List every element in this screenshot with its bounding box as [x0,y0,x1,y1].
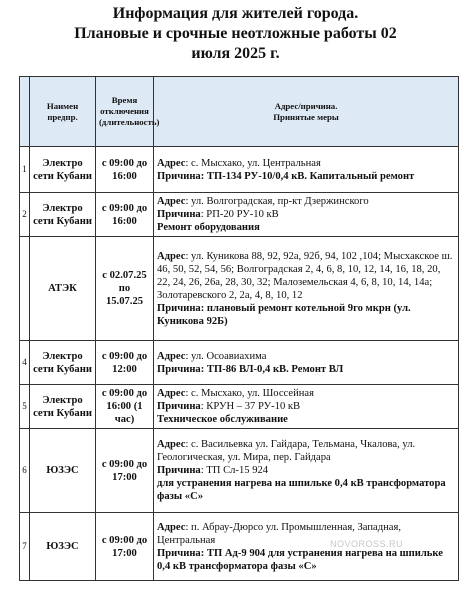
row-info [154,341,459,385]
header-info-line-1: Адрес/причина. [274,100,338,111]
row-organization: Электро сети Кубани [30,385,96,429]
header-num [20,77,30,147]
measures-text: Техническое обслуживание [157,414,288,425]
row-number: 4 [20,341,30,385]
reason-label: Причина [157,401,201,412]
table-row [20,341,459,385]
reason-label: Причина [157,465,201,476]
table-row [20,147,459,193]
reason-text: : КРУН – 37 РУ-10 кВ [200,401,301,412]
row-time: с 09:00 до 16:00 [96,147,154,193]
header-time: Время отключения (длительность) [96,77,154,147]
reason-text: : плановый ремонт котельной 9го мкрн (ул. Куникова 92Б) [157,302,411,327]
address-label: Адрес [157,439,186,450]
address-text: : с. Мысхако, ул. Шоссейная [185,388,314,399]
row-time: с 09:00 до 16:00 [96,193,154,237]
table-row [20,385,459,429]
row-number [20,237,30,341]
header-org: Наимен предпр. [30,77,96,147]
address-label: Адрес [157,250,186,262]
address-text: : ул. Куникова 88, 92, 92а, 92б, 94, 102 ,104; Мысхакское ш. 46, 50, 52, 54, 56; Волгоградская 2, 4, 6, 8, 10, 12, 14, 16, 18, 20, 22, 24, 26, 26а, 28, 30, 32; Малоземельская 4, 6, 8, 10, 14, 14а; Золотаревского 2, 2а, 4, 8, 10, 12 [157,250,453,301]
row-organization: Электро сети Кубани [30,193,96,237]
reason-label: Причина [157,547,201,559]
row-organization: ЮЗЭС [30,429,96,513]
reason-label: Причина [157,170,201,182]
row-time: с 09:00 до 12:00 [96,341,154,385]
reason-text: : РП-20 РУ-10 кВ [200,209,279,220]
row-organization: АТЭК [30,237,96,341]
address-text: : ул. Осоавиахима [185,350,267,362]
reason-text: : ТП Ад-9 904 для устранения нагрева на шпильке 0,4 кВ трансформатора фазы «С» [157,547,443,572]
outage-table [19,76,459,581]
row-time: с 09:00 до 17:00 [96,429,154,513]
row-info [154,147,459,193]
table-row [20,193,459,237]
row-organization: Электро сети Кубани [30,341,96,385]
row-time: с 02.07.25 по 15.07.25 [96,237,154,341]
row-info [154,429,459,513]
document-title [0,4,471,64]
header-info-line-2: Принятые меры [273,111,339,122]
table-row [20,429,459,513]
row-number: 2 [20,193,30,237]
row-number: 1 [20,147,30,193]
measures-text: Ремонт оборудования [157,222,260,233]
row-number: 7 [20,513,30,581]
address-text: : с. Васильевка ул. Гайдара, Тельмана, Чкалова, ул. Геологическая, ул. Мира, пер. Гайдара [157,439,416,463]
reason-text: : ТП-134 РУ-10/0,4 кВ. Капитальный ремонт [200,170,415,182]
table-header-row [20,77,459,147]
table-row [20,237,459,341]
reason-text: : ТП Сл-15 924 [200,465,269,476]
row-number: 6 [20,429,30,513]
reason-label: Причина [157,209,201,220]
address-text: : п. Абрау-Дюрсо ул. Промышленная, Западная, Центральная [157,521,402,546]
address-label: Адрес [157,521,186,533]
measures-text: для устранения нагрева на шпильке 0,4 кВ трансформатора фазы «С» [157,478,446,502]
address-text: : с. Мысхако, ул. Центральная [185,157,321,169]
address-label: Адрес [157,388,186,399]
row-organization: ЮЗЭС [30,513,96,581]
row-organization: Электро сети Кубани [30,147,96,193]
title-line-1: Информация для жителей города. [112,5,359,22]
address-label: Адрес [157,196,186,207]
row-info [154,193,459,237]
address-text: : ул. Волгоградская, пр-кт Дзержинского [185,196,369,207]
title-line-2: Плановые и срочные неотложные работы 02 [74,25,397,42]
reason-text: : ТП-86 ВЛ-0,4 кВ. Ремонт ВЛ [200,363,344,375]
title-line-3: июля 2025 г. [191,45,280,62]
address-label: Адрес [157,157,186,169]
header-info [154,77,459,147]
row-number: 5 [20,385,30,429]
watermark: NOVOROSS.RU [330,539,404,549]
row-time: с 09:00 до 17:00 [96,513,154,581]
row-info [154,513,459,581]
reason-label: Причина [157,363,201,375]
reason-label: Причина [157,302,201,314]
row-time: с 09:00 до 16:00 (1 час) [96,385,154,429]
address-label: Адрес [157,350,186,362]
row-info [154,237,459,341]
row-info [154,385,459,429]
